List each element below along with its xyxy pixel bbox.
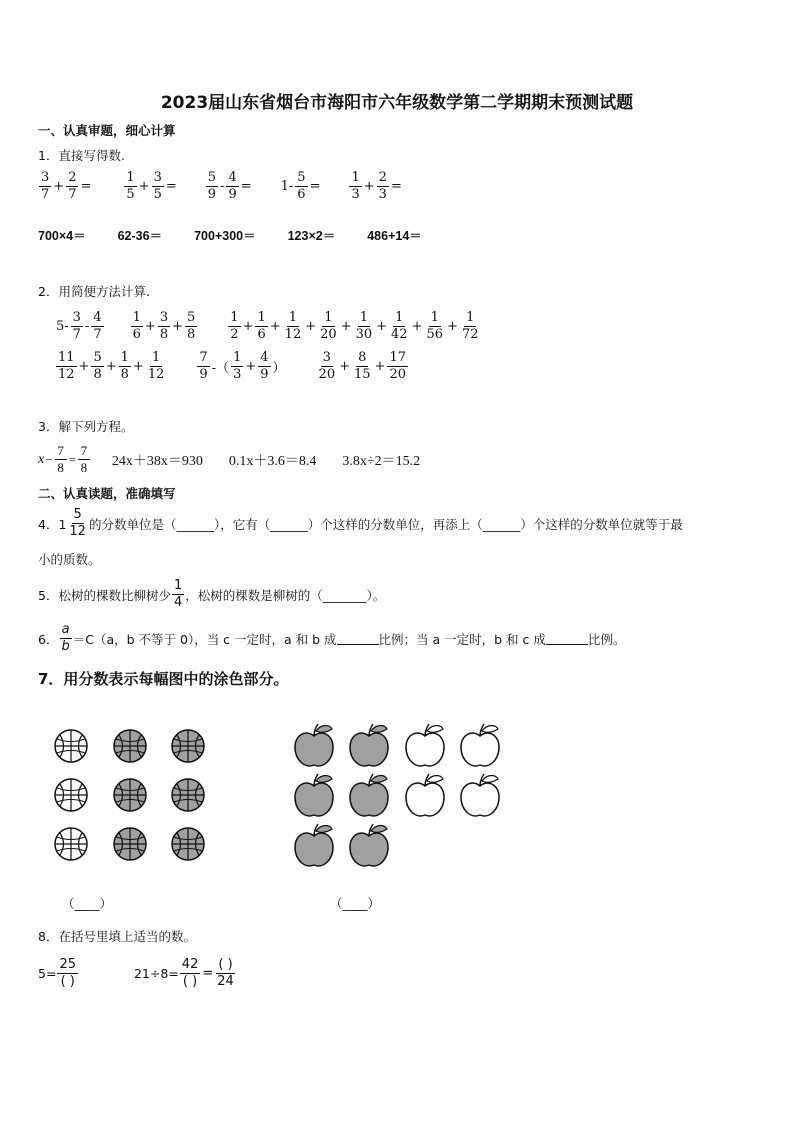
fraction: $\frac{7}{8}$ bbox=[55, 443, 67, 476]
q2-label: 2．用简便方法计算. bbox=[38, 284, 150, 299]
q3-equations: x − $\frac{7}{8}$ = $\frac{7}{8}$ 24x＋38x＝930 0.1x＋3.6＝8.4 3.8x÷2＝15.2 bbox=[38, 443, 421, 475]
basketball-icon bbox=[114, 828, 146, 860]
fraction: $\frac{1}{2}$ bbox=[230, 310, 239, 342]
apple-icon bbox=[350, 724, 388, 766]
q4-line-2: 小的质数。 bbox=[38, 552, 101, 567]
fraction: $\frac{( )}{24}$ bbox=[217, 957, 234, 989]
q1-label: 1．直接写得数. bbox=[38, 148, 125, 163]
fraction: $\frac{1}{4}$ bbox=[173, 578, 183, 610]
q8-label: 8．在括号里填上适当的数。 bbox=[38, 929, 196, 944]
fraction: $\frac{8}{15}$ bbox=[354, 350, 371, 382]
fraction: $\frac{17}{20}$ bbox=[389, 350, 406, 382]
q6-line: 6． $\frac{a}{b}$ ＝C（a，b 不等于 0），当 c 一定时，a 和 b 成 比例；当 a 一定时，b 和 c 成 比例。 bbox=[38, 622, 626, 654]
fraction: $\frac{3}{8}$ bbox=[159, 310, 169, 342]
fraction: $\frac{1}{72}$ bbox=[461, 310, 479, 342]
fraction: $\frac{5}{12}$ bbox=[69, 507, 86, 539]
fraction: $\frac{1}{56}$ bbox=[426, 310, 444, 342]
fraction: $\frac{25}{( )}$ bbox=[59, 957, 76, 989]
fraction: $\frac{1}{3}$ bbox=[233, 350, 242, 382]
fraction: $\frac{1}{20}$ bbox=[320, 310, 337, 342]
fraction: $\frac{1}{6}$ bbox=[257, 310, 266, 342]
fraction: $\frac{5}{8}$ bbox=[187, 310, 196, 342]
apple-icon bbox=[406, 724, 444, 766]
apple-icon bbox=[295, 724, 333, 766]
basketball-icon bbox=[55, 779, 87, 811]
fraction: $\frac{a}{b}$ bbox=[61, 622, 70, 654]
fraction: $\frac{1}{5}$ bbox=[126, 170, 135, 202]
basketball-icon bbox=[172, 828, 204, 860]
fraction: $\frac{1}{12}$ bbox=[284, 310, 302, 342]
fraction: $\frac{5}{9}$ bbox=[207, 170, 217, 202]
fraction: $\frac{7}{9}$ bbox=[199, 350, 208, 382]
q4-line: 4．1 $\frac{5}{12}$ 的分数单位是（______），它有（______）个这样的分数单位，再添上（______）个这样的分数单位就等于最 bbox=[38, 507, 683, 539]
fraction: $\frac{2}{3}$ bbox=[378, 170, 387, 202]
q7-label: 7．用分数表示每幅图中的涂色部分。 bbox=[38, 670, 289, 688]
basketball-icon bbox=[114, 730, 146, 762]
fraction: $\frac{4}{7}$ bbox=[93, 310, 102, 342]
apple-icon bbox=[295, 824, 333, 866]
fraction: $\frac{11}{12}$ bbox=[58, 350, 75, 382]
page-title: 2023届山东省烟台市海阳市六年级数学第二学期期末预测试题 bbox=[160, 93, 634, 113]
apple-icon bbox=[461, 774, 499, 816]
fraction: $\frac{4}{9}$ bbox=[228, 170, 237, 202]
q2-row-2: $\frac{11}{12}$ + $\frac{5}{8}$ + $\frac{1}{8}$ + $\frac{1}{12}$ $\frac{7}{9}$ -（ $\frac{1}{3}$ + $\frac{4}{9}$ ） $\frac{3}{20}$ + $\frac{8}{15}$ + $\frac{17}{20}$ bbox=[58, 350, 406, 382]
basketball-icon bbox=[172, 730, 204, 762]
q7-answer-1[interactable]: （____） bbox=[62, 896, 113, 911]
q2-row-1: 5- $\frac{3}{7}$ - $\frac{4}{7}$ $\frac{1}{6}$ + $\frac{3}{8}$ + $\frac{5}{8}$ $\frac{1}{2}$ + $\frac{1}{6}$ + $\frac{1}{12}$ + $\frac{1}{20}$ + $\frac{1}{30}$ + $\frac{1}{42}$ + $\frac{1}{56}$ + $\frac{1}{72}$ bbox=[56, 310, 479, 342]
basketball-icon bbox=[172, 779, 204, 811]
q8-equations: 5= $\frac{25}{( )}$ 21÷8= $\frac{42}{( )}$ = $\frac{( )}{24}$ bbox=[38, 957, 234, 989]
fraction: $\frac{1}{30}$ bbox=[355, 310, 373, 342]
apple-icon bbox=[406, 774, 444, 816]
section-1-heading: 一、认真审题，细心计算 bbox=[38, 123, 176, 138]
section-2-heading: 二、认真读题，准确填写 bbox=[38, 486, 176, 501]
fraction: $\frac{1}{3}$ bbox=[351, 170, 360, 202]
q5-line: 5．松树的棵数比柳树少 $\frac{1}{4}$ ，松树的棵数是柳树的（_______）。 bbox=[38, 578, 386, 610]
fraction: $\frac{1}{42}$ bbox=[391, 310, 408, 342]
apple-icon bbox=[350, 824, 388, 866]
fraction: $\frac{5}{8}$ bbox=[93, 350, 102, 382]
fraction: $\frac{2}{7}$ bbox=[68, 170, 77, 202]
basketball-icon bbox=[55, 730, 87, 762]
fraction: $\frac{5}{6}$ bbox=[297, 170, 306, 202]
fraction: $\frac{3}{5}$ bbox=[153, 170, 162, 202]
apple-icon bbox=[295, 774, 333, 816]
apple-icon bbox=[461, 724, 499, 766]
fraction: $\frac{3}{7}$ bbox=[72, 310, 81, 342]
fraction: $\frac{4}{9}$ bbox=[260, 350, 269, 382]
fraction: $\frac{3}{7}$ bbox=[41, 170, 50, 202]
basketball-icon bbox=[55, 828, 87, 860]
fraction: $\frac{7}{8}$ bbox=[78, 443, 90, 476]
apple-icon bbox=[350, 774, 388, 816]
q1-fraction-row: $\frac{3}{7}$ + $\frac{2}{7}$ = $\frac{1}{5}$ + $\frac{3}{5}$ = $\frac{5}{9}$ - $\frac{4}{9}$ = 1- $\frac{5}{6}$ = $\frac{1}{3}$ + $\frac{2}{3}$ = bbox=[41, 170, 402, 202]
q1-calc-row: 700×4＝ 62-36＝ 700+300＝ 123×2＝ 486+14＝ bbox=[38, 229, 422, 243]
basketball-icon bbox=[114, 779, 146, 811]
fraction: $\frac{1}{12}$ bbox=[147, 350, 165, 382]
q7-answer-2[interactable]: （____） bbox=[330, 896, 381, 911]
fraction: $\frac{1}{8}$ bbox=[120, 350, 129, 382]
fraction: $\frac{42}{( )}$ bbox=[181, 957, 199, 989]
fraction: $\frac{3}{20}$ bbox=[318, 350, 336, 382]
q3-label: 3．解下列方程。 bbox=[38, 419, 134, 434]
fraction: $\frac{1}{6}$ bbox=[132, 310, 141, 342]
